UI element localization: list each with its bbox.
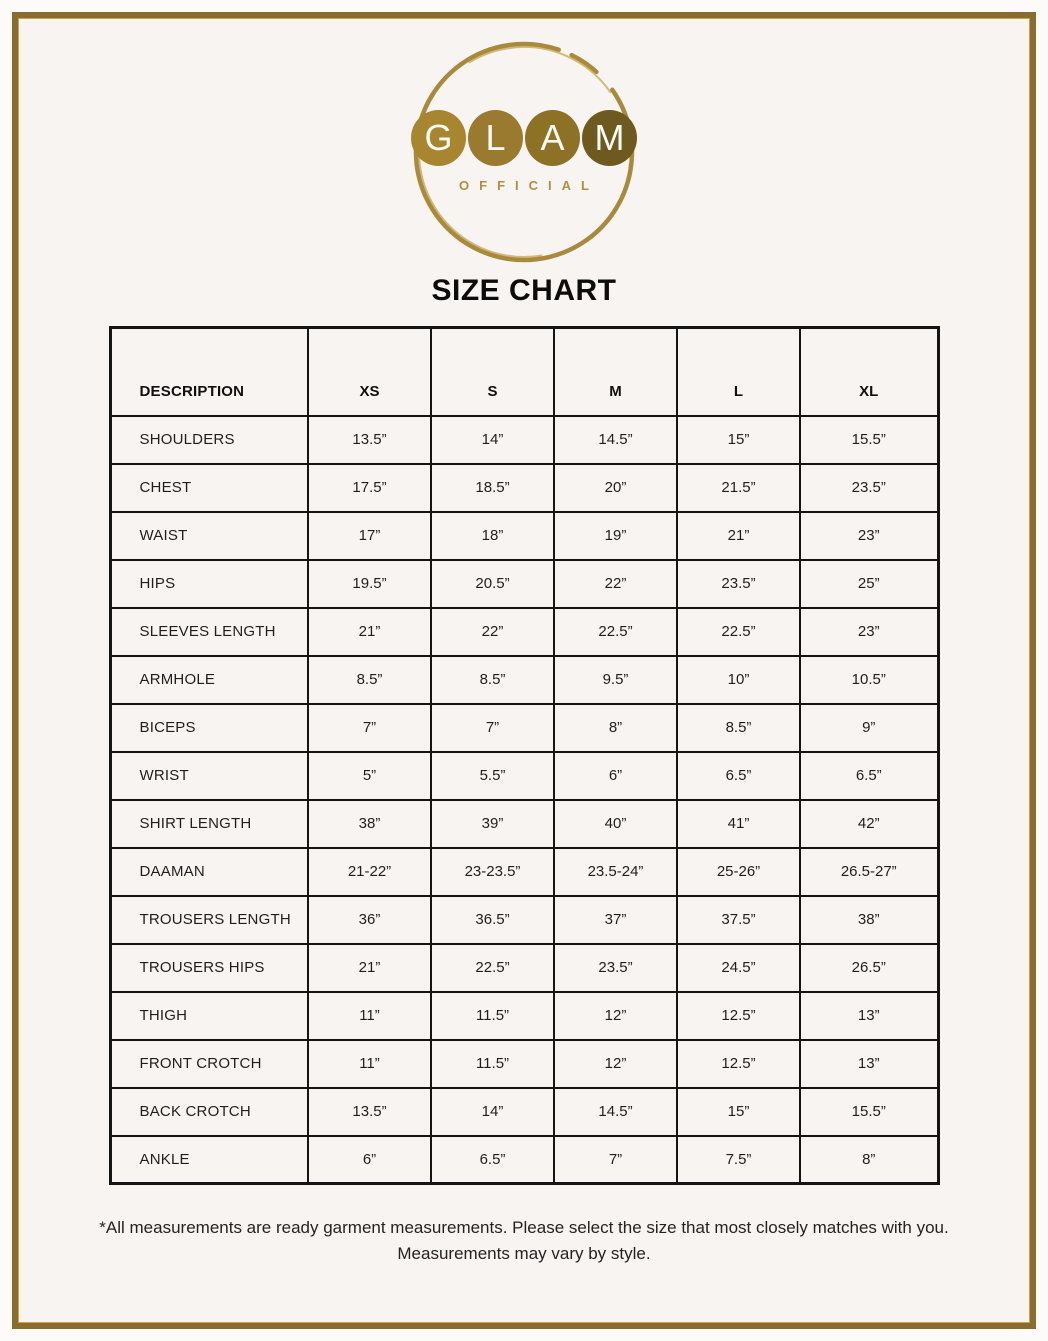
size-value-cell: 22.5”	[554, 608, 677, 656]
size-value-cell: 7.5”	[677, 1136, 800, 1184]
header-size-xs: XS	[308, 328, 431, 416]
size-value-cell: 13.5”	[308, 416, 431, 464]
size-value-cell: 6.5”	[677, 752, 800, 800]
size-value-cell: 20.5”	[431, 560, 554, 608]
size-value-cell: 37”	[554, 896, 677, 944]
size-value-cell: 11”	[308, 1040, 431, 1088]
footnote-line-2: Measurements may vary by style.	[397, 1244, 651, 1263]
size-value-cell: 42”	[800, 800, 938, 848]
row-label-cell: FRONT CROTCH	[110, 1040, 308, 1088]
size-value-cell: 17”	[308, 512, 431, 560]
size-value-cell: 13”	[800, 1040, 938, 1088]
size-value-cell: 11.5”	[431, 1040, 554, 1088]
size-value-cell: 14.5”	[554, 1088, 677, 1136]
row-label-cell: BACK CROTCH	[110, 1088, 308, 1136]
size-value-cell: 23”	[800, 608, 938, 656]
size-value-cell: 23.5-24”	[554, 848, 677, 896]
size-value-cell: 14”	[431, 1088, 554, 1136]
row-label-cell: TROUSERS LENGTH	[110, 896, 308, 944]
logo-letter-l	[468, 110, 523, 166]
size-value-cell: 14.5”	[554, 416, 677, 464]
size-value-cell: 21”	[308, 608, 431, 656]
size-value-cell: 8”	[554, 704, 677, 752]
size-value-cell: 11.5”	[431, 992, 554, 1040]
size-value-cell: 10”	[677, 656, 800, 704]
table-body	[110, 416, 938, 1184]
size-value-cell: 10.5”	[800, 656, 938, 704]
table-row	[110, 512, 938, 560]
table-row	[110, 944, 938, 992]
size-value-cell: 21.5”	[677, 464, 800, 512]
table-row	[110, 1040, 938, 1088]
row-label-cell: SHIRT LENGTH	[110, 800, 308, 848]
size-value-cell: 13.5”	[308, 1088, 431, 1136]
size-value-cell: 7”	[554, 1136, 677, 1184]
size-value-cell: 12”	[554, 1040, 677, 1088]
table-row	[110, 848, 938, 896]
size-value-cell: 23”	[800, 512, 938, 560]
table-row	[110, 656, 938, 704]
size-value-cell: 6”	[308, 1136, 431, 1184]
size-value-cell: 12.5”	[677, 992, 800, 1040]
size-value-cell: 20”	[554, 464, 677, 512]
row-label-cell: WAIST	[110, 512, 308, 560]
size-value-cell: 12.5”	[677, 1040, 800, 1088]
row-label-cell: ARMHOLE	[110, 656, 308, 704]
logo-letter-l-text: L	[485, 117, 506, 158]
row-label-cell: HIPS	[110, 560, 308, 608]
logo-letter-m	[582, 110, 637, 166]
size-value-cell: 22”	[554, 560, 677, 608]
row-label-cell: TROUSERS HIPS	[110, 944, 308, 992]
size-value-cell: 18.5”	[431, 464, 554, 512]
size-value-cell: 18”	[431, 512, 554, 560]
footnote-line-1: *All measurements are ready garment measurements. Please select the size that most closely matches with you.	[99, 1218, 949, 1237]
table-row	[110, 1136, 938, 1184]
size-value-cell: 15.5”	[800, 1088, 938, 1136]
size-value-cell: 7”	[431, 704, 554, 752]
brand-logo	[410, 38, 638, 266]
size-value-cell: 19.5”	[308, 560, 431, 608]
size-value-cell: 15”	[677, 1088, 800, 1136]
table-row	[110, 752, 938, 800]
size-value-cell: 19”	[554, 512, 677, 560]
size-value-cell: 21-22”	[308, 848, 431, 896]
size-value-cell: 23-23.5”	[431, 848, 554, 896]
row-label-cell: BICEPS	[110, 704, 308, 752]
logo-letter-a	[525, 110, 580, 166]
size-value-cell: 14”	[431, 416, 554, 464]
row-label-cell: WRIST	[110, 752, 308, 800]
size-value-cell: 17.5”	[308, 464, 431, 512]
size-value-cell: 25-26”	[677, 848, 800, 896]
size-value-cell: 8.5”	[308, 656, 431, 704]
table-header-row	[110, 328, 938, 416]
table-row	[110, 992, 938, 1040]
size-value-cell: 9”	[800, 704, 938, 752]
logo-letter-circles	[410, 110, 638, 166]
logo-letter-m-text: M	[594, 117, 625, 158]
size-value-cell: 6.5”	[800, 752, 938, 800]
size-value-cell: 8”	[800, 1136, 938, 1184]
table-row	[110, 608, 938, 656]
size-value-cell: 37.5”	[677, 896, 800, 944]
table-row	[110, 896, 938, 944]
logo-letter-g-text: G	[424, 117, 453, 158]
size-value-cell: 36”	[308, 896, 431, 944]
table-row	[110, 1088, 938, 1136]
row-label-cell: DAAMAN	[110, 848, 308, 896]
size-value-cell: 22”	[431, 608, 554, 656]
size-value-cell: 25”	[800, 560, 938, 608]
table-row	[110, 464, 938, 512]
size-value-cell: 26.5”	[800, 944, 938, 992]
size-value-cell: 40”	[554, 800, 677, 848]
table-row	[110, 416, 938, 464]
row-label-cell: ANKLE	[110, 1136, 308, 1184]
row-label-cell: CHEST	[110, 464, 308, 512]
size-value-cell: 13”	[800, 992, 938, 1040]
size-value-cell: 38”	[308, 800, 431, 848]
size-value-cell: 23.5”	[677, 560, 800, 608]
size-value-cell: 8.5”	[677, 704, 800, 752]
header-size-xl: XL	[800, 328, 938, 416]
size-value-cell: 6.5”	[431, 1136, 554, 1184]
logo-letter-g	[411, 110, 466, 166]
size-value-cell: 5”	[308, 752, 431, 800]
logo-letter-a-text: A	[540, 117, 565, 158]
size-value-cell: 38”	[800, 896, 938, 944]
table-header	[110, 328, 938, 416]
size-value-cell: 8.5”	[431, 656, 554, 704]
header-description: DESCRIPTION	[110, 328, 308, 416]
size-value-cell: 36.5”	[431, 896, 554, 944]
size-value-cell: 15.5”	[800, 416, 938, 464]
table-row	[110, 560, 938, 608]
logo-subtitle: OFFICIAL	[459, 178, 599, 193]
header-size-s: S	[431, 328, 554, 416]
size-value-cell: 24.5”	[677, 944, 800, 992]
page-frame	[12, 12, 1036, 1329]
size-value-cell: 41”	[677, 800, 800, 848]
size-chart-table	[109, 326, 940, 1185]
size-value-cell: 7”	[308, 704, 431, 752]
page-title: SIZE CHART	[431, 274, 617, 307]
header-size-l: L	[677, 328, 800, 416]
size-value-cell: 23.5”	[554, 944, 677, 992]
size-value-cell: 21”	[677, 512, 800, 560]
row-label-cell: SHOULDERS	[110, 416, 308, 464]
table-row	[110, 704, 938, 752]
size-value-cell: 22.5”	[677, 608, 800, 656]
size-value-cell: 9.5”	[554, 656, 677, 704]
header-size-m: M	[554, 328, 677, 416]
measurement-footnote	[18, 1215, 1030, 1267]
row-label-cell: THIGH	[110, 992, 308, 1040]
table-row	[110, 800, 938, 848]
size-value-cell: 11”	[308, 992, 431, 1040]
row-label-cell: SLEEVES LENGTH	[110, 608, 308, 656]
size-value-cell: 6”	[554, 752, 677, 800]
size-value-cell: 39”	[431, 800, 554, 848]
size-value-cell: 23.5”	[800, 464, 938, 512]
size-value-cell: 15”	[677, 416, 800, 464]
size-value-cell: 22.5”	[431, 944, 554, 992]
size-value-cell: 21”	[308, 944, 431, 992]
size-value-cell: 26.5-27”	[800, 848, 938, 896]
size-value-cell: 12”	[554, 992, 677, 1040]
size-value-cell: 5.5”	[431, 752, 554, 800]
